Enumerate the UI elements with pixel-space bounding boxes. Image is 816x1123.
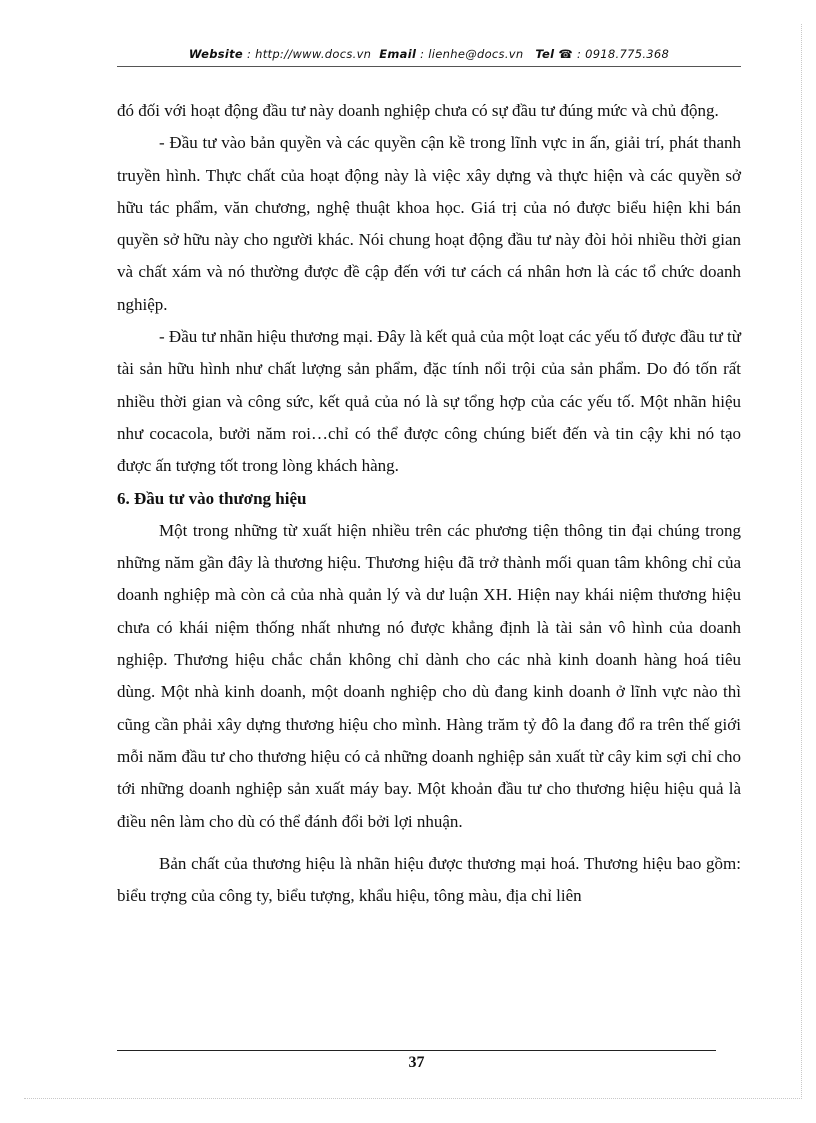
- page-edge-bottom: [24, 1098, 802, 1099]
- phone-label: Tel: [535, 47, 555, 61]
- page-header: [117, 47, 741, 61]
- telephone-icon: ☎: [558, 47, 573, 61]
- document-body: [117, 95, 741, 912]
- phone-number: 0918.775.368: [585, 47, 670, 61]
- page-number: 37: [408, 1054, 425, 1071]
- paragraph-gap: [117, 838, 741, 848]
- footer-rule: [117, 1050, 716, 1051]
- email-label: Email: [379, 47, 417, 61]
- paragraph-brand-investment: Một trong những từ xuất hiện nhiều trên các phương tiện thông tin đại chúng trong những năm gần đây là thương hiệu. Thương hiệu đã trở thành mối quan tâm không chỉ của doanh nghiệp mà còn cả của nhà quản lý và dư luận XH. Hiện nay khái niệm thương hiệu chưa có khái niệm thống nhất nhưng nó được khẳng định là tài sản vô hình của doanh nghiệp. Thương hiệu chắc chắn không chỉ dành cho các nhà kinh doanh hàng hoá tiêu dùng. Một nhà kinh doanh, một doanh nghiệp cho dù đang kinh doanh ở lĩnh vực nào thì cũng cần phải xây dựng thương hiệu cho mình. Hàng trăm tỷ đô la đang đổ ra trên thế giới mỗi năm đầu tư cho thương hiệu có cả những doanh nghiệp sản xuất từ cây kim sợi chỉ cho tới những doanh nghiệp sản xuất máy bay. Một khoản đầu tư cho thương hiệu hiệu quả là điều nên làm cho dù có thể đánh đổi bởi lợi nhuận.: [117, 520, 741, 831]
- paragraph-copyright-investment: - Đầu tư vào bản quyền và các quyền cận kề trong lĩnh vực in ấn, giải trí, phát thanh truyền hình. Thực chất của hoạt động này là việc xây dựng và thực hiện và các quyền sở hữu tác phẩm, văn chương, nghệ thuật khoa học. Giá trị của nó được biểu hiện khi bán quyền sở hữu này cho người khác. Nói chung hoạt động đầu tư này đòi hỏi nhiều thời gian và chất xám và nó thường được đề cập đến với tư cách cá nhân hơn là các tổ chức doanh nghiệp.: [117, 133, 741, 314]
- website-separator: :: [243, 47, 256, 61]
- email-address[interactable]: lienhe@docs.vn: [428, 47, 524, 61]
- phone-separator: :: [572, 47, 586, 61]
- website-url[interactable]: http://www.docs.vn: [255, 47, 372, 61]
- header-rule: [117, 66, 741, 67]
- website-label: Website: [188, 47, 244, 61]
- paragraph-trademark-investment: - Đầu tư nhãn hiệu thương mại. Đây là kết quả của một loạt các yếu tố được đầu tư từ tài sản hữu hình như chất lượng sản phẩm, đặc tính nổi trội của sản phẩm. Do đó tốn rất nhiều thời gian và công sức, kết quả của nó là sự tổng hợp của các yếu tố. Một nhãn hiệu như cocacola, bưởi năm roi…chỉ có thể được công chúng biết đến và tin cậy khi nó tạo được ấn tượng tốt trong lòng khách hàng.: [117, 327, 741, 476]
- paragraph-continuation: đó đối với hoạt động đầu tư này doanh nghiệp chưa có sự đầu tư đúng mức và chủ động.: [117, 101, 719, 120]
- paragraph-brand-nature: Bản chất của thương hiệu là nhãn hiệu được thương mại hoá. Thương hiệu bao gồm: biểu trợng của công ty, biểu tượng, khẩu hiệu, tông màu, địa chỉ liên: [117, 853, 741, 906]
- page-edge-right: [801, 24, 802, 1099]
- section-heading: 6. Đầu tư vào thương hiệu: [117, 488, 307, 508]
- email-separator: :: [416, 47, 429, 61]
